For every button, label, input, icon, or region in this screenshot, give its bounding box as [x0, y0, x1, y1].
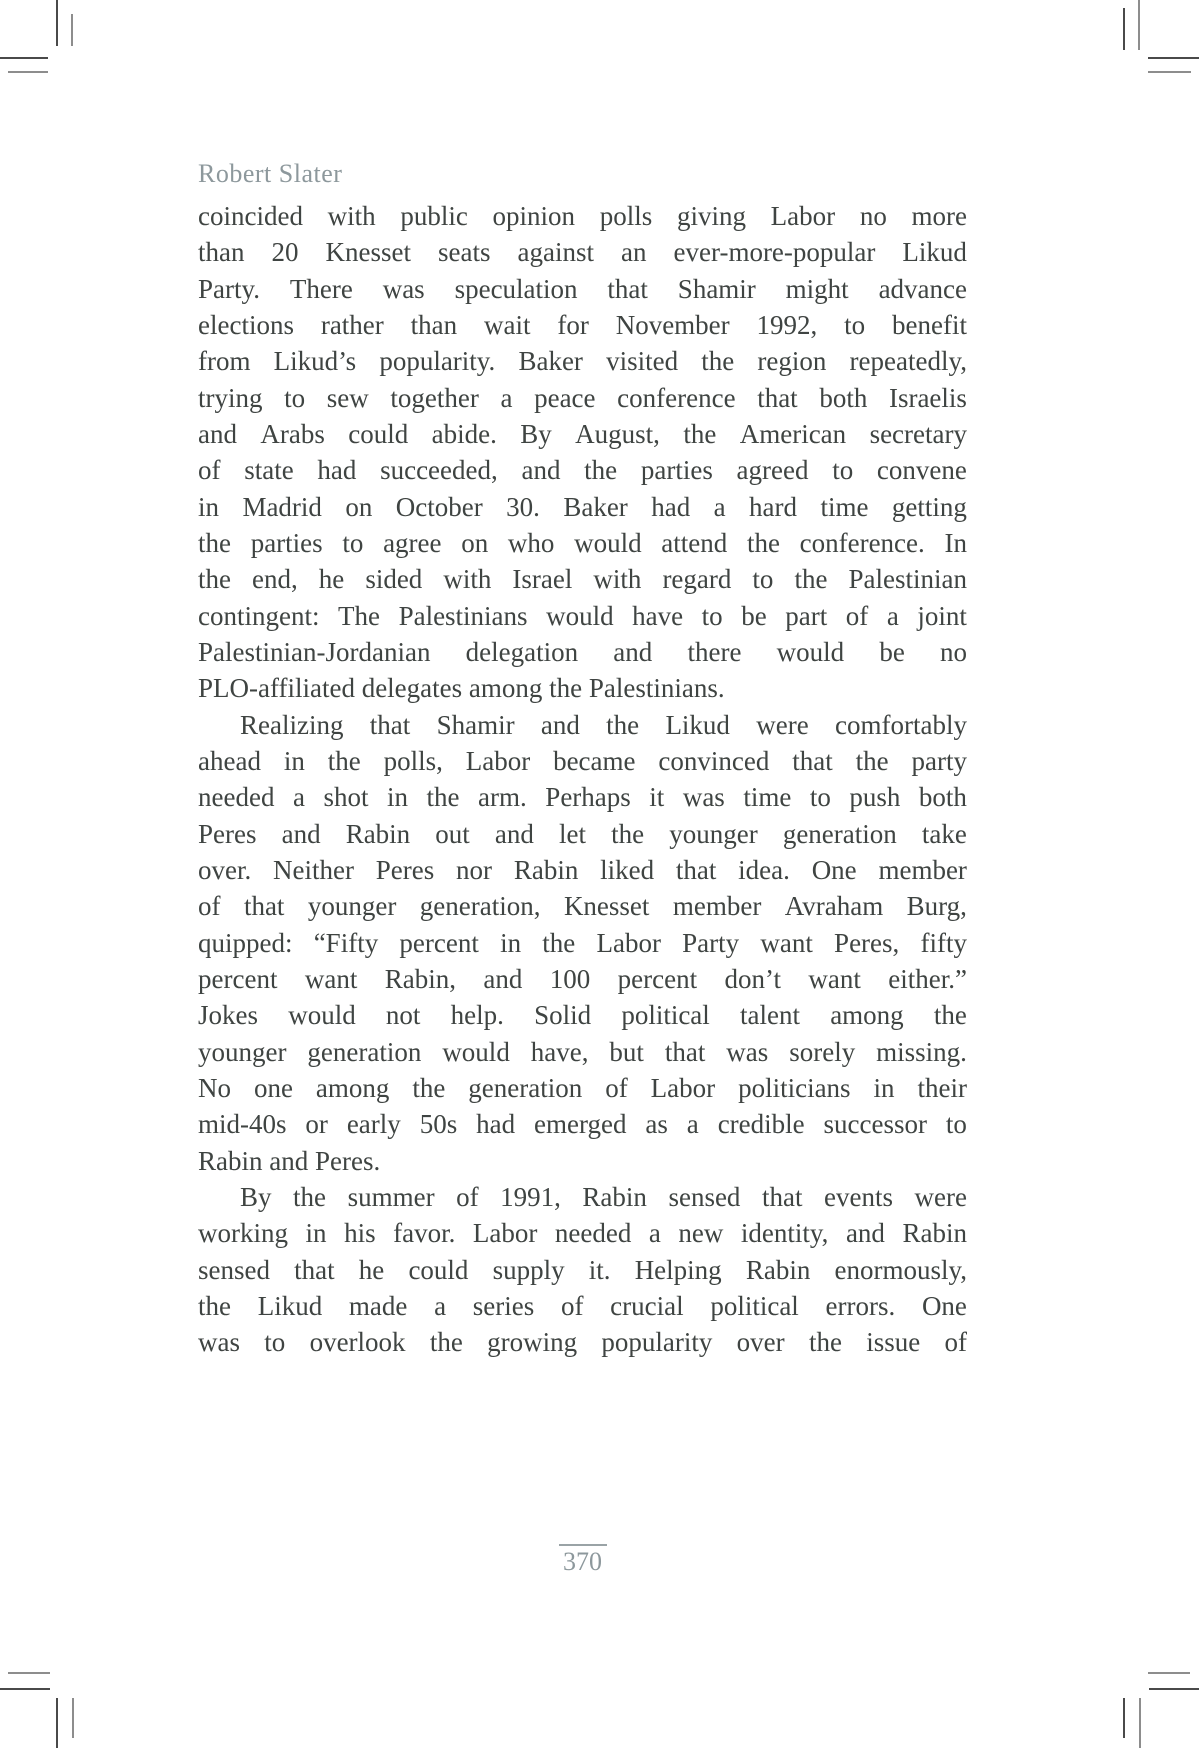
- body-line: was to overlook the growing popularity over the issue of: [198, 1327, 967, 1358]
- crop-mark-top-right-horizontal-inner: [1148, 71, 1191, 73]
- crop-mark-bottom-right-horizontal-inner: [1148, 1672, 1190, 1674]
- body-line: No one among the generation of Labor politicians in their: [198, 1072, 967, 1103]
- body-line: younger generation would have, but that was sorely missing.: [198, 1036, 967, 1067]
- crop-mark-top-right-vertical-inner: [1123, 8, 1125, 50]
- body-line: needed a shot in the arm. Perhaps it was time to push both: [198, 782, 967, 813]
- body-line: in Madrid on October 30. Baker had a hard time getting: [198, 491, 967, 522]
- crop-mark-bottom-left-horizontal-outer: [0, 1688, 50, 1690]
- crop-mark-top-left-horizontal-inner: [8, 71, 48, 73]
- crop-mark-top-left-horizontal-outer: [0, 57, 48, 59]
- body-line: ahead in the polls, Labor became convinced that the party: [198, 745, 967, 776]
- body-line: PLO-affiliated delegates among the Palestinians.: [198, 673, 725, 704]
- crop-mark-bottom-right-vertical-inner: [1123, 1698, 1125, 1738]
- body-line: mid-40s or early 50s had emerged as a credible successor to: [198, 1109, 967, 1140]
- body-line: quipped: “Fifty percent in the Labor Party want Peres, fifty: [198, 927, 967, 958]
- page-number-block: [198, 1544, 967, 1577]
- crop-mark-bottom-left-vertical-outer: [56, 1698, 58, 1748]
- body-line: Peres and Rabin out and let the younger generation take: [198, 818, 967, 849]
- crop-mark-bottom-right-vertical-outer: [1139, 1698, 1141, 1748]
- body-line: than 20 Knesset seats against an ever-more-popular Likud: [198, 237, 967, 268]
- page-number: 370: [563, 1547, 602, 1576]
- body-line: Palestinian-Jordanian delegation and there would be no: [198, 636, 967, 667]
- body-line: the parties to agree on who would attend the conference. In: [198, 527, 967, 558]
- body-line: Jokes would not help. Solid political talent among the: [198, 1000, 967, 1031]
- body-line: contingent: The Palestinians would have to be part of a joint: [198, 600, 967, 631]
- body-line: of that younger generation, Knesset member Avraham Burg,: [198, 891, 967, 922]
- body-line: over. Neither Peres nor Rabin liked that idea. One member: [198, 854, 967, 885]
- crop-mark-top-right-horizontal-outer: [1148, 57, 1199, 59]
- crop-mark-top-right-vertical-outer: [1138, 0, 1140, 50]
- crop-mark-top-left-vertical-outer: [56, 0, 58, 46]
- body-line: of state had succeeded, and the parties agreed to convene: [198, 455, 967, 486]
- body-line: elections rather than wait for November 1992, to benefit: [198, 309, 967, 340]
- crop-mark-top-left-vertical-inner: [71, 14, 73, 46]
- crop-mark-bottom-right-horizontal-outer: [1149, 1688, 1199, 1690]
- running-header: Robert Slater: [198, 159, 343, 188]
- body-line: sensed that he could supply it. Helping Rabin enormously,: [198, 1254, 967, 1285]
- body-line: and Arabs could abide. By August, the American secretary: [198, 418, 967, 449]
- body-line: the end, he sided with Israel with regard to the Palestinian: [198, 564, 967, 595]
- body-line: from Likud’s popularity. Baker visited the region repeatedly,: [198, 346, 967, 377]
- body-line: trying to sew together a peace conference that both Israelis: [198, 382, 967, 413]
- crop-mark-bottom-left-horizontal-inner: [8, 1672, 50, 1674]
- body-line: percent want Rabin, and 100 percent don’t want either.”: [198, 963, 967, 994]
- body-line: Realizing that Shamir and the Likud were comfortably: [240, 709, 967, 740]
- body-line: working in his favor. Labor needed a new identity, and Rabin: [198, 1218, 967, 1249]
- body-line: Party. There was speculation that Shamir might advance: [198, 273, 967, 304]
- body-line: coincided with public opinion polls giving Labor no more: [198, 201, 967, 231]
- crop-mark-bottom-left-vertical-inner: [72, 1698, 74, 1738]
- body-line: Rabin and Peres.: [198, 1145, 381, 1176]
- body-line: By the summer of 1991, Rabin sensed that events were: [240, 1181, 967, 1212]
- body-line: the Likud made a series of crucial political errors. One: [198, 1290, 967, 1321]
- body-text-block: [198, 198, 967, 1361]
- folio-rule: [559, 1544, 607, 1546]
